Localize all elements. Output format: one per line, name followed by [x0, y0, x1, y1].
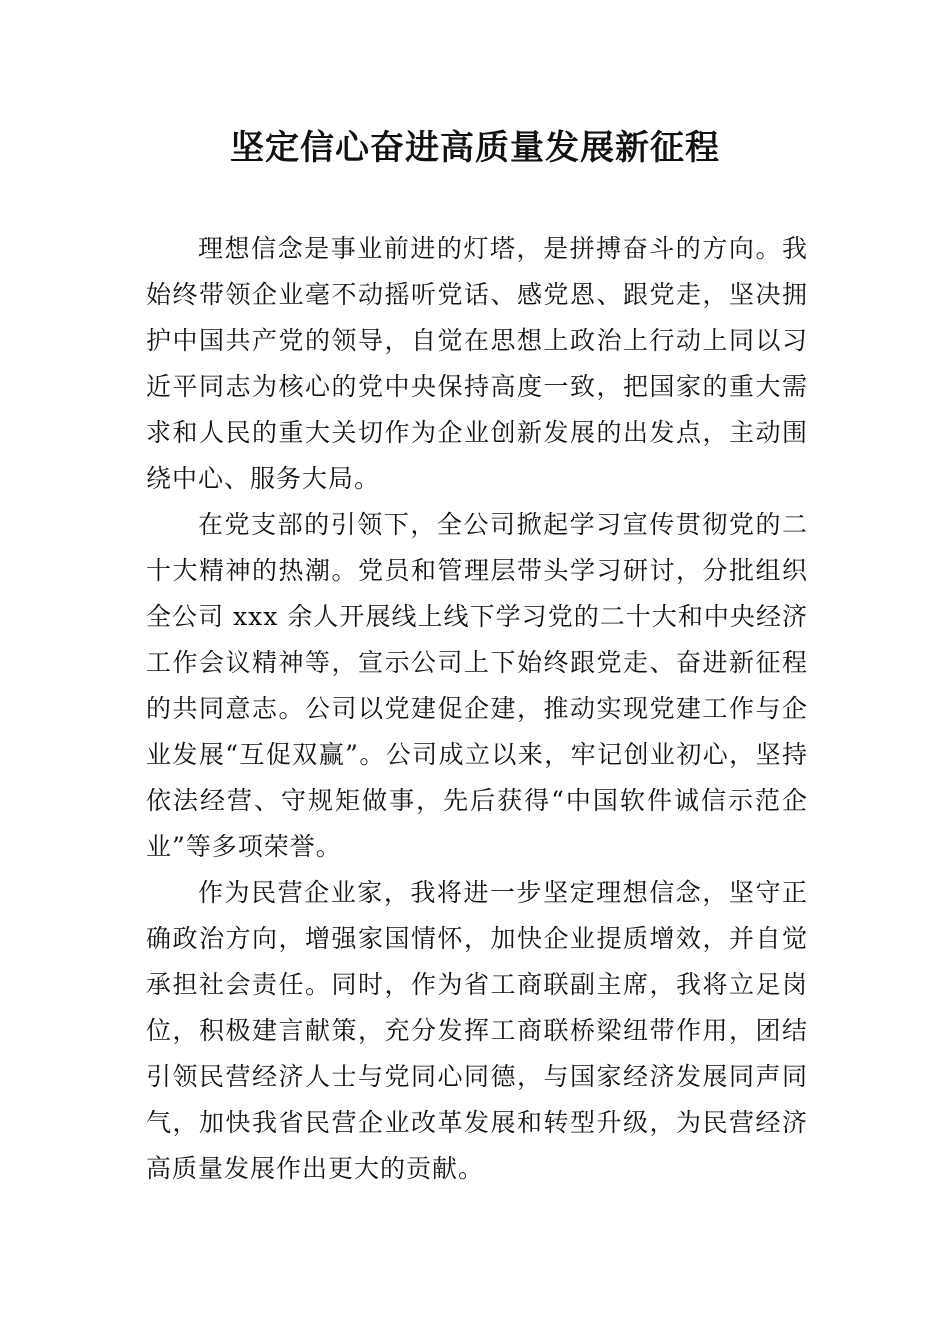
document-title: 坚定信心奋进高质量发展新征程: [230, 128, 720, 168]
paragraph-3: 作为民营企业家，我将进一步坚定理想信念，坚守正确政治方向，增强家国情怀，加快企业提质增效，并自觉承担社会责任。同时，作为省工商联副主席，我将立足岗位，积极建言献策，充分发挥工商联桥梁纽带作用，团结引领民营经济人士与党同心同德，与国家经济发展同声同气，加快我省民营企业改革发展和转型升级，为民营经济高质量发展作出更大的贡献。: [146, 878, 808, 1183]
paragraph-1: 理想信念是事业前进的灯塔，是拼搏奋斗的方向。我始终带领企业毫不动摇听党话、感党恩、跟党走，坚决拥护中国共产党的领导，自觉在思想上政治上行动上同以习近平同志为核心的党中央保持高度一致，把国家的重大需求和人民的重大关切作为企业创新发展的出发点，主动围绕中心、服务大局。: [146, 234, 808, 493]
paragraph-2: 在党支部的引领下，全公司掀起学习宣传贯彻党的二十大精神的热潮。党员和管理层带头学习研讨，分批组织全公司 xxx 余人开展线上线下学习党的二十大和中央经济工作会议精神等，宣示公司上下始终跟党走、奋进新征程的共同意志。公司以党建促企建，推动实现党建工作与企业发展“互促双赢”。公司成立以来，牢记创业初心，坚持依法经营、守规矩做事，先后获得“中国软件诚信示范企业”等多项荣誉。: [146, 510, 808, 861]
document-body: [146, 226, 808, 1192]
